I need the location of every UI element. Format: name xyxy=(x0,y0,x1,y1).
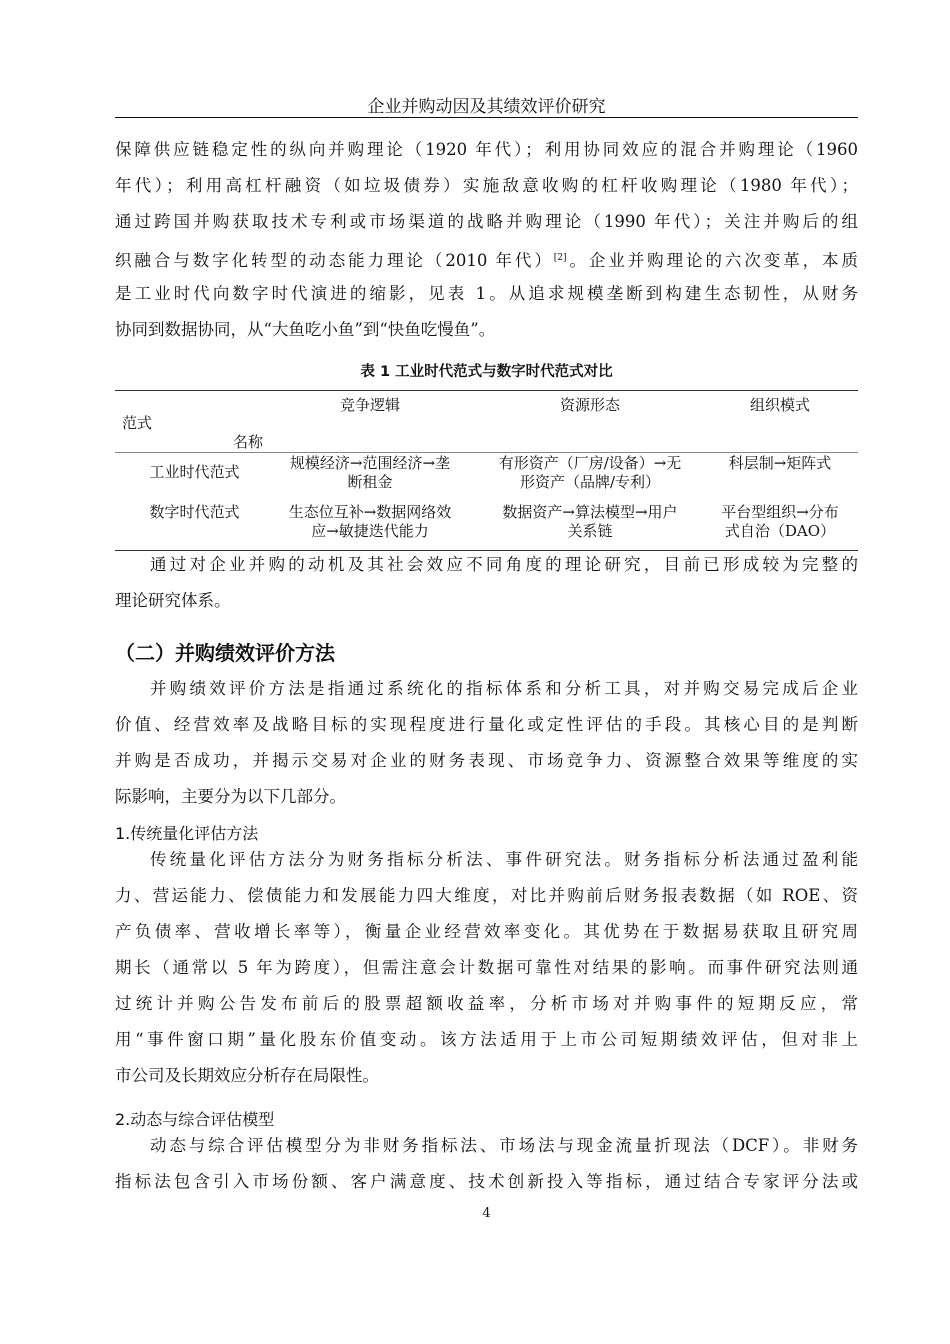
text-line: 传统量化评估方法分为财务指标分析法、事件研究法。财务指标分析法通过盈利能 xyxy=(150,850,858,869)
paragraph-dynamic-models xyxy=(115,1128,858,1200)
table-cell xyxy=(705,503,855,541)
text-line: 通过对企业并购的动机及其社会效应不同角度的理论研究，目前已形成较为完整的 xyxy=(150,555,858,574)
paragraph-theory-evolution xyxy=(115,132,858,348)
text-line: 年代）；利用高杠杆融资（如垃圾债券）实施敌意收购的杠杆收购理论（1980 年代）； xyxy=(115,176,858,195)
table-corner-bottom: 名称 xyxy=(233,433,264,451)
text-span: 织融合与数字化转型的动态能力理论（2010 年代） xyxy=(115,251,554,270)
text-line: 力、营运能力、偿债能力和发展能力四大维度，对比并购前后财务报表数据（如 ROE、资 xyxy=(115,886,858,905)
text-line: 产负债率、营收增长率等），衡量企业经营效率变化。其优势在于数据易获取且研究周 xyxy=(115,922,858,941)
table-header-organization: 组织模式 xyxy=(749,396,810,414)
text-line: 并购绩效评价方法是指通过系统化的指标体系和分析工具，对并购交易完成后企业 xyxy=(150,679,858,698)
paragraph-traditional-methods xyxy=(115,842,858,1094)
table-cell xyxy=(270,454,470,492)
text-span: 。企业并购理论的六次变革，本质 xyxy=(566,251,858,270)
table-caption: 表 1 工业时代范式与数字时代范式对比 xyxy=(360,364,613,380)
cell-line: 平台型组织→分布 xyxy=(721,503,839,521)
text-line: 期长（通常以 5 年为跨度），但需注意会计数据可靠性对结果的影响。而事件研究法则通 xyxy=(115,958,858,977)
text-line: 保障供应链稳定性的纵向并购理论（1920 年代）；利用协同效应的混合并购理论（1960 xyxy=(115,140,858,159)
header-divider xyxy=(115,117,858,118)
cell-line: 形资产（品牌/专利） xyxy=(519,473,661,491)
running-header: 企业并购动因及其绩效评价研究 xyxy=(367,97,606,117)
table-top-rule xyxy=(115,390,858,391)
cell-line: 科层制→矩阵式 xyxy=(728,454,832,472)
text-line xyxy=(115,240,858,276)
text-line: 协同到数据协同，从“大鱼吃小鱼”到“快鱼吃慢鱼”。 xyxy=(115,320,496,339)
cell-line: 有形资产（厂房/设备）→无 xyxy=(498,454,682,472)
subsection-heading: 1.传统量化评估方法 xyxy=(115,824,259,843)
text-line: 通过跨国并购获取技术专利或市场渠道的战略并购理论（1990 年代）；关注并购后的组 xyxy=(115,212,858,231)
cell-line: 规模经济→范围经济→垄 xyxy=(289,454,451,472)
text-line: 动态与综合评估模型分为非财务指标法、市场法与现金流量折现法（DCF）。非财务 xyxy=(150,1136,858,1155)
cell-line: 关系链 xyxy=(567,522,613,540)
table-cell xyxy=(270,503,470,541)
text-line: 际影响，主要分为以下几部分。 xyxy=(115,787,346,806)
section-heading: （二）并购绩效评价方法 xyxy=(115,641,335,665)
paragraph-summary xyxy=(115,547,858,619)
paragraph-method-intro xyxy=(115,671,858,815)
page-number: 4 xyxy=(482,1206,491,1221)
table-header-resource: 资源形态 xyxy=(559,396,620,414)
table-header-competition: 竞争逻辑 xyxy=(339,396,400,414)
text-line: 指标法包含引入市场份额、客户满意度、技术创新投入等指标，通过结合专家评分法或 xyxy=(115,1172,858,1191)
citation-ref[interactable]: [2] xyxy=(553,253,567,263)
text-line: 是工业时代向数字时代演进的缩影，见表 1。从追求规模垄断到构建生态韧性，从财务 xyxy=(115,284,858,303)
cell-line: 生态位互补→数据网络效 xyxy=(288,503,452,521)
text-line: 并购是否成功，并揭示交易对企业的财务表现、市场竞争力、资源整合效果等维度的实 xyxy=(115,751,858,770)
table-header-rule xyxy=(115,452,858,453)
table-cell xyxy=(480,503,700,541)
text-line: 过统计并购公告发布前后的股票超额收益率，分析市场对并购事件的短期反应，常 xyxy=(115,994,858,1013)
cell-line: 式自治（DAO） xyxy=(724,522,836,540)
cell-line: 数据资产→算法模型→用户 xyxy=(502,503,678,521)
text-line: 用“事件窗口期”量化股东价值变动。该方法适用于上市公司短期绩效评估，但对非上 xyxy=(115,1030,858,1049)
table-corner-top: 范式 xyxy=(122,414,153,432)
table-cell xyxy=(480,454,700,492)
text-line: 市公司及长期效应分析存在局限性。 xyxy=(115,1066,379,1085)
table-row-name: 工业时代范式 xyxy=(149,463,240,481)
text-line: 理论研究体系。 xyxy=(115,591,231,610)
table-cell xyxy=(705,454,855,473)
text-line: 价值、经营效率及战略目标的实现程度进行量化或定性评估的手段。其核心目的是判断 xyxy=(115,715,858,734)
cell-line: 应→敏捷迭代能力 xyxy=(311,522,429,540)
cell-line: 断租金 xyxy=(347,473,393,491)
table-row-name: 数字时代范式 xyxy=(149,503,240,521)
subsection-heading: 2.动态与综合评估模型 xyxy=(115,1110,275,1129)
